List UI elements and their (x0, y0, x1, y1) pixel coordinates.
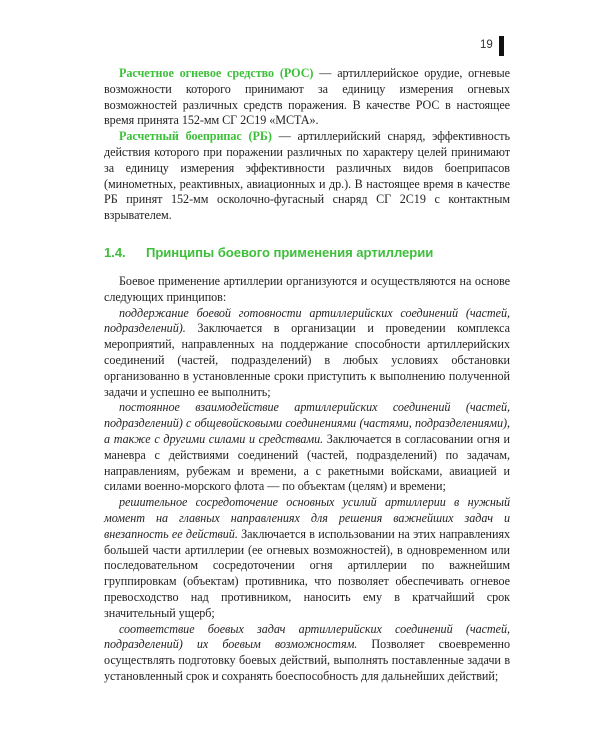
principle-paragraph (104, 400, 510, 495)
definition-term: Расчетный боеприпас (РБ) (119, 129, 272, 144)
principle-title: соответствие боевых задач артиллерийских соединений (частей, подразделений) их боевым возможностям. (104, 621, 510, 652)
page-number-bar (499, 36, 504, 56)
definition-text: — артиллерийский снаряд, эффективность действия которого при поражении различных по характеру целей принимают за единицу измерения эффективности различных видов боеприпасов (минометных, реактивных, авиационных и др.). В настоящее время в качестве РБ принят 152-мм осколочно-фугасный снаряд СГ 2С19 с контактным взрывателем. (104, 129, 510, 223)
page-content (104, 66, 510, 685)
page-number: 19 (480, 39, 493, 51)
principle-title: постоянное взаимодействие артиллерийских соединений (частей, подразделений) с общевойсковыми соединениями (частями, подразделениями), а также с другими силами и средствами. (104, 400, 510, 446)
principle-text: Заключается в организации и проведении комплекса мероприятий, направленных на поддержание способности артиллерийских соединений (частей, подразделений) в любых условиях обстановки организованно в установленные сроки приступить к выполнению полученной задачи и успешно ее выполнить; (104, 321, 510, 399)
section-title: Принципы боевого применения артиллерии (146, 244, 434, 260)
principle-paragraph (104, 495, 510, 621)
principle-paragraph (104, 306, 510, 401)
principle-text: Позволяет своевременно осуществлять подготовку боевых действий, выполнять поставленные задачи в установленный срок и сохранять боеспособность для дальнейших действий; (104, 637, 510, 683)
principle-title: решительное сосредоточение основных усилий артиллерии в нужный момент на главных направлениях для решения важнейших задач и внезапность ее действий. (104, 495, 510, 541)
section-number: 1.4. (104, 244, 126, 260)
principle-text: Заключается в использовании на этих направлениях большей части артиллерии (ее огневых возможностей), в одновременном или последовательном сосредоточении огня артиллерии по важнейшим группировкам (объектам) противника, что позволяет обеспечивать огневое превосходство над противником, наносить ему в кратчайший срок значительный ущерб; (104, 526, 511, 620)
principle-text: Заключается в согласовании огня и маневра с действиями соединений (частей, подразделений) по задачам, направлениям, рубежам и времени, а с ракетными войсками, авиацией и силами военно-морского флота — по объектам (целям) и времени; (104, 431, 510, 494)
principle-title: поддержание боевой готовности артиллерийских соединений (частей, подразделений). (104, 305, 510, 336)
definition-text: — артиллерийское орудие, огневые возможности которого принимают за единицу измерения огневых возможностей различных средств поражения. В качестве РОС в настоящее время принята 152-мм СГ 2С19 «МСТА». (104, 66, 510, 128)
section-heading (104, 244, 510, 261)
definition-paragraph-ros (104, 66, 510, 129)
principle-paragraph (104, 622, 510, 685)
intro-paragraph: Боевое применение артиллерии организуются и осуществляются на основе следующих принципов: (104, 273, 510, 304)
definition-term: Расчетное огневое средство (РОС) (119, 66, 314, 80)
definition-paragraph-rb (104, 129, 510, 224)
